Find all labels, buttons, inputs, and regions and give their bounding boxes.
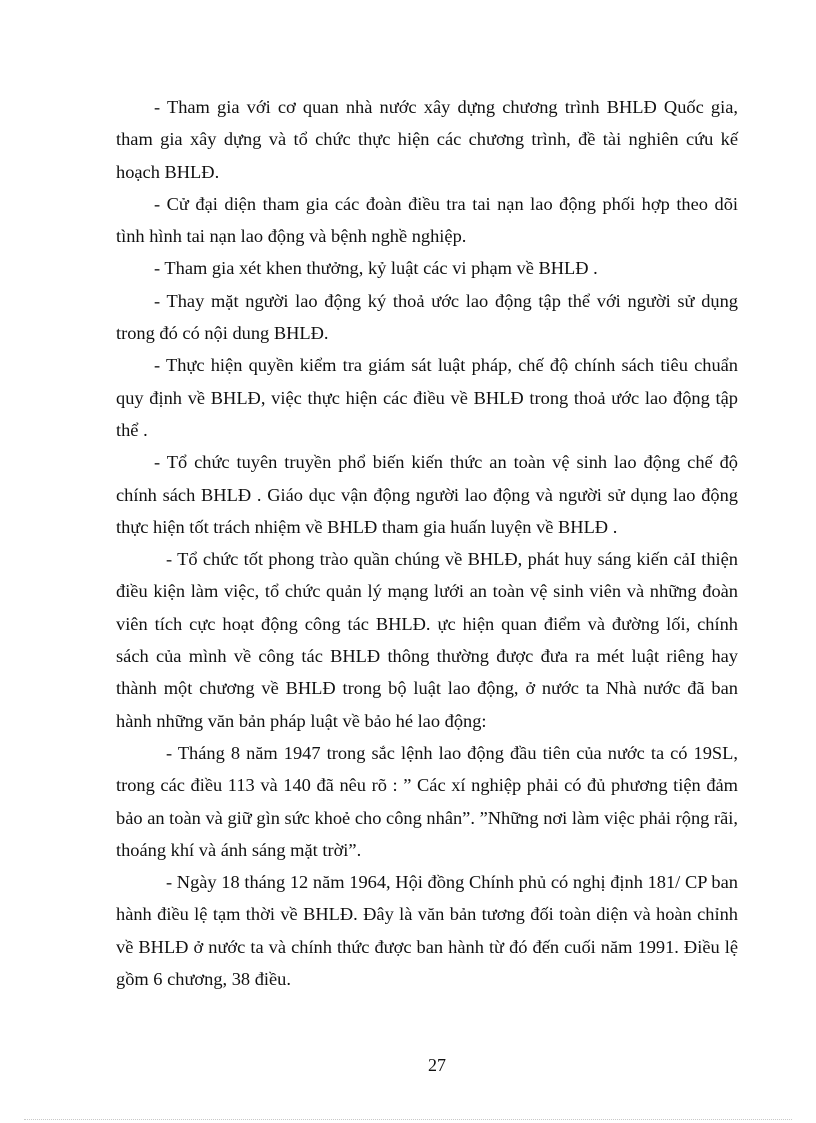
page-bottom-divider (24, 1119, 792, 1120)
paragraph-7: - Tổ chức tốt phong trào quần chúng về BHLĐ, phát huy sáng kiến cảI thiện điều kiện làm việc, tổ chức quản lý mạng lưới an toàn vệ sinh viên và những đoàn viên tích cực hoạt động công tác BHLĐ. ực hiện quan điểm và đường lối, chính sách của mình về công tác BHLĐ thông thường được đưa ra mét luật riêng hay thành một chương về BHLĐ trong bộ luật lao động, ở nước ta Nhà nước đã ban hành những văn bản pháp luật về bảo hé lao động: (116, 549, 738, 731)
paragraph-4: - Thay mặt người lao động ký thoả ước lao động tập thể với người sử dụng trong đó có nội dung BHLĐ. (116, 290, 738, 344)
page-number: 27 (428, 1055, 446, 1075)
paragraph-8: - Tháng 8 năm 1947 trong sắc lệnh lao động đầu tiên của nước ta có 19SL, trong các điều 113 và 140 đã nêu rõ : ” Các xí nghiệp phải có đủ phương tiện đảm bảo an toàn và giữ gìn sức khoẻ cho công nhân”. ”Những nơi làm việc phải rộng rãi, thoáng khí và ánh sáng mặt trời”. (116, 742, 738, 860)
paragraph-3: - Tham gia xét khen thưởng, kỷ luật các vi phạm về BHLĐ . (154, 258, 598, 279)
body-text (116, 91, 738, 995)
paragraph-1: - Tham gia với cơ quan nhà nước xây dựng chương trình BHLĐ Quốc gia, tham gia xây dựng và tổ chức thực hiện các chương trình, đề tài nghiên cứu kế hoạch BHLĐ. (116, 97, 738, 182)
paragraph-6: - Tổ chức tuyên truyền phổ biến kiến thức an toàn vệ sinh lao động chế độ chính sách BHLĐ . Giáo dục vận động người lao động và người sử dụng lao động thực hiện tốt trách nhiệm về BHLĐ tham gia huấn luyện về BHLĐ . (116, 452, 738, 537)
paragraph-5: - Thực hiện quyền kiểm tra giám sát luật pháp, chế độ chính sách tiêu chuẩn quy định về BHLĐ, việc thực hiện các điều về BHLĐ trong thoả ước lao động tập thể . (116, 355, 738, 440)
paragraph-2: - Cử đại diện tham gia các đoàn điều tra tai nạn lao động phối hợp theo dõi tình hình tai nạn lao động và bệnh nghề nghiệp. (116, 193, 738, 247)
paragraph-9: - Ngày 18 tháng 12 năm 1964, Hội đồng Chính phủ có nghị định 181/ CP ban hành điều lệ tạm thời về BHLĐ. Đây là văn bản tương đối toàn diện và hoàn chỉnh về BHLĐ ở nước ta và chính thức được ban hành từ đó đến cuối năm 1991. Điều lệ gồm 6 chương, 38 điều. (116, 872, 738, 990)
